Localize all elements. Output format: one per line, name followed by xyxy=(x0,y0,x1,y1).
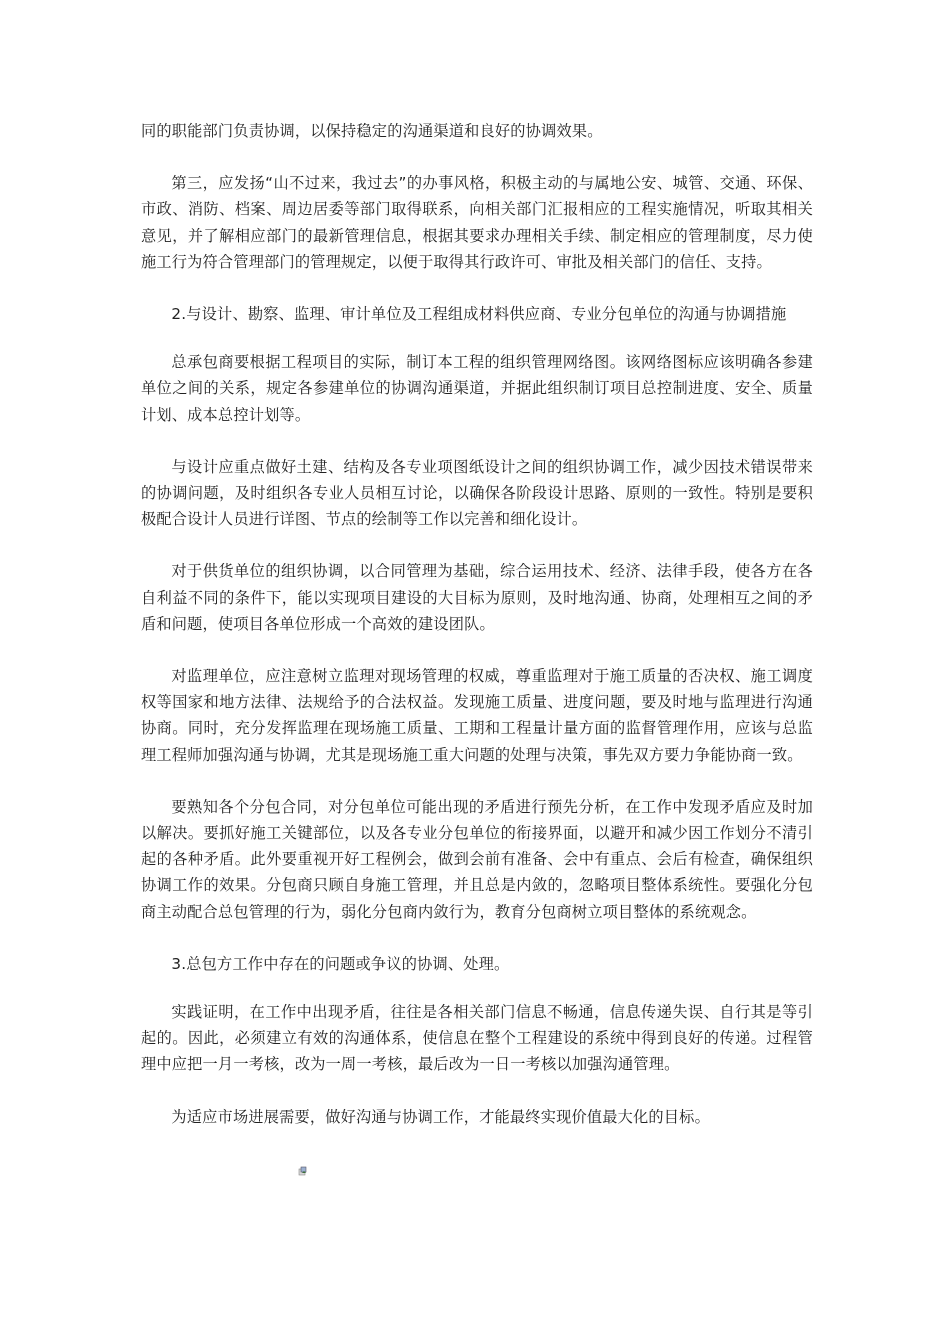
broken-image-icon xyxy=(298,1166,308,1176)
paragraph-continuation: 同的职能部门负责协调，以保持稳定的沟通渠道和良好的协调效果。 xyxy=(141,122,603,140)
document-body xyxy=(141,118,813,1156)
paragraph-conclusion: 为适应市场进展需要，做好沟通与协调工作，才能最终实现价值最大化的目标。 xyxy=(171,1107,710,1126)
paragraph-third-point: 第三，应发扬“山不过来，我过去”的办事风格，积极主动的与属地公安、城管、交通、环保、市政、消防、档案、周边居委等部门取得联系，向相关部门汇报相应的工程实施情况，听取其相关意见，并了解相应部门的最新管理信息，根据其要求办理相关手续、制定相应的管理制度，尽力使施工行为符合管理部门的管理规定，以便于取得其行政许可、审批及相关部门的信任、支持。 xyxy=(141,174,813,271)
paragraph-subcontract: 要熟知各个分包合同，对分包单位可能出现的矛盾进行预先分析，在工作中发现矛盾应及时加以解决。要抓好施工关键部位，以及各专业分包单位的衔接界面，以避开和减少因工作划分不清引起的各种矛盾。此外要重视开好工程例会，做到会前有准备、会中有重点、会后有检查，确保组织协调工作的效果。分包商只顾自身施工管理，并且总是内敛的，忽略项目整体系统性。要强化分包商主动配合总包管理的行为，弱化分包商内敛行为，教育分包商树立项目整体的系统观念。 xyxy=(141,797,813,921)
paragraph-design-coordination: 与设计应重点做好土建、结构及各专业项图纸设计之间的组织协调工作，减少因技术错误带来的协调问题，及时组织各专业人员相互讨论，以确保各阶段设计思路、原则的一致性。特别是要积极配合设计人员进行详图、节点的绘制等工作以完善和细化设计。 xyxy=(141,457,813,529)
paragraph-network-diagram: 总承包商要根据工程项目的实际，制订本工程的组织管理网络图。该网络图标应该明确各参建单位之间的关系，规定各参建单位的协调沟通渠道，并据此组织制订项目总控制进度、安全、质量计划、成本总控计划等。 xyxy=(141,353,813,424)
section-heading-2: 2.与设计、勘察、监理、审计单位及工程组成材料供应商、专业分包单位的沟通与协调措施 xyxy=(171,305,787,324)
paragraph-supplier-coordination: 对于供货单位的组织协调，以合同管理为基础，综合运用技术、经济、法律手段，使各方在各自利益不同的条件下，能以实现项目建设的大目标为原则，及时地沟通、协商，处理相互之间的矛盾和问题，使项目各单位形成一个高效的建设团队。 xyxy=(141,562,813,633)
paragraph-supervision: 对监理单位，应注意树立监理对现场管理的权威，尊重监理对于施工质量的否决权、施工调度权等国家和地方法律、法规给予的合法权益。发现施工质量、进度问题，要及时地与监理进行沟通协商。同时，充分发挥监理在现场施工质量、工期和工程量计量方面的监督管理作用，应该与总监理工程师加强沟通与协调，尤其是现场施工重大问题的处理与决策，事先双方要力争能协商一致。 xyxy=(141,667,813,764)
paragraph-communication-system: 实践证明，在工作中出现矛盾，往往是各相关部门信息不畅通，信息传递失误、自行其是等引起的。因此，必须建立有效的沟通体系，使信息在整个工程建设的系统中得到良好的传递。过程管理中应把一月一考核，改为一周一考核，最后改为一日一考核以加强沟通管理。 xyxy=(141,1003,813,1074)
section-heading-3: 3.总包方工作中存在的问题或争议的协调、处理。 xyxy=(171,954,510,973)
